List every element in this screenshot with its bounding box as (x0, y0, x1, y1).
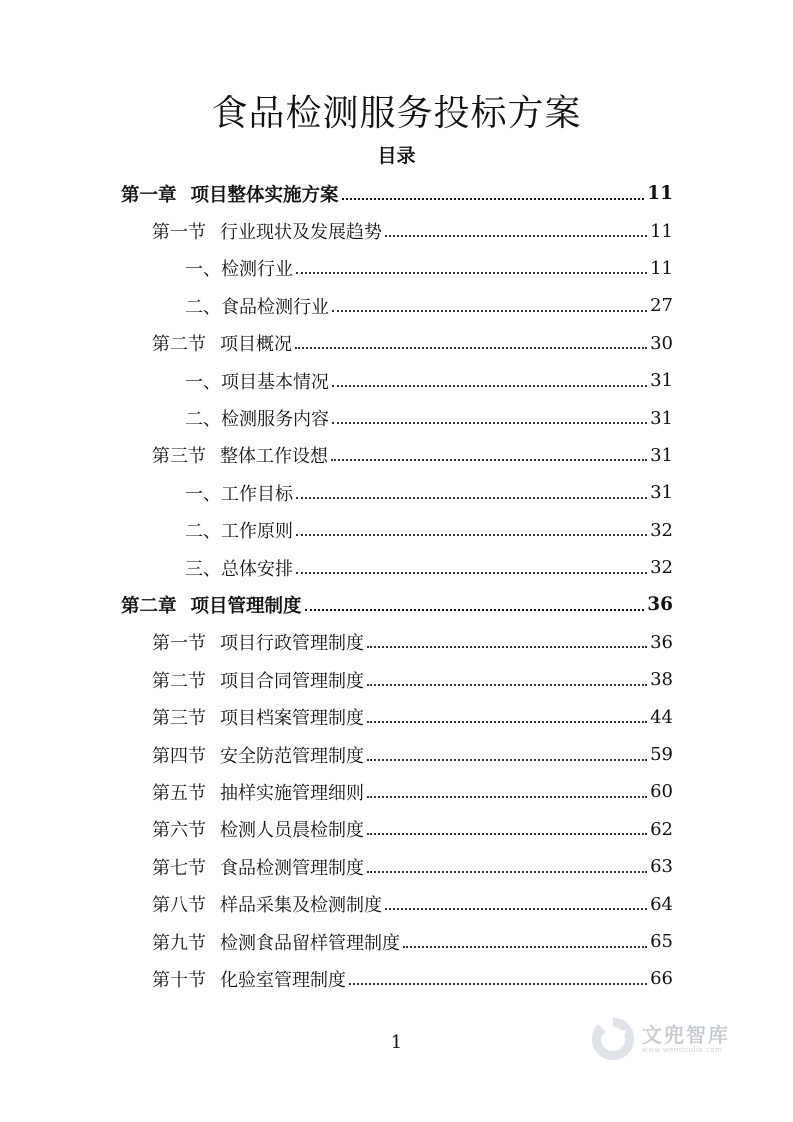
toc-entry-number: 第二节 (152, 334, 206, 356)
toc-entry-text: 项目概况 (220, 334, 292, 356)
toc-entry-number: 第八节 (152, 895, 206, 917)
toc-entry-number: 二、 (185, 521, 221, 543)
toc-entry-number: 第三节 (152, 446, 206, 468)
toc-entry-title (185, 517, 293, 543)
toc-entry-page: 38 (650, 669, 673, 691)
toc-entry-page: 59 (650, 744, 673, 766)
toc-entry-page: 11 (647, 183, 673, 205)
toc-entry-title (121, 592, 302, 618)
toc-entry-number: 第一节 (152, 633, 206, 655)
toc-entry-page: 66 (650, 968, 673, 990)
toc-entry-title (152, 929, 400, 955)
toc-entry-page: 36 (650, 631, 673, 653)
toc-entry[interactable] (0, 512, 793, 549)
toc-entry[interactable] (0, 811, 793, 848)
toc-entry-page: 63 (650, 856, 673, 878)
toc-entry-number: 二、 (185, 296, 221, 318)
toc-entry[interactable] (0, 212, 793, 249)
dot-leader (342, 198, 645, 200)
dot-leader (349, 983, 647, 985)
toc-entry-title (185, 480, 293, 506)
toc-entry[interactable] (0, 661, 793, 698)
toc-entry-text: 项目合同管理制度 (220, 670, 364, 692)
toc-entry-title (152, 966, 346, 992)
toc-entry[interactable] (0, 362, 793, 399)
watermark (588, 1014, 730, 1064)
toc-entry-number: 一、 (185, 371, 221, 393)
toc-entry-number: 第六节 (152, 820, 206, 842)
dot-leader (305, 609, 645, 611)
toc-entry-text: 检测行业 (221, 259, 293, 281)
dot-leader (332, 385, 647, 387)
toc-entry-title (121, 181, 339, 207)
toc-entry-page: 27 (650, 295, 673, 317)
toc-entry[interactable] (0, 923, 793, 960)
toc-entry-page: 36 (647, 594, 673, 616)
dot-leader (296, 272, 647, 274)
toc-entry-text: 项目行政管理制度 (220, 633, 364, 655)
toc-entry-text: 食品检测管理制度 (220, 857, 364, 879)
toc-entry[interactable] (0, 549, 793, 586)
dot-leader (367, 721, 647, 723)
toc-entry-title (152, 218, 382, 244)
toc-entry-number: 第三节 (152, 708, 206, 730)
toc-entry-title (185, 293, 329, 319)
toc-entry-text: 工作目标 (221, 483, 293, 505)
toc-entry[interactable] (0, 175, 793, 212)
dot-leader (296, 534, 647, 536)
toc-entry-page: 31 (650, 444, 673, 466)
toc-entry[interactable] (0, 586, 793, 623)
toc-entry-page: 65 (650, 931, 673, 952)
toc-entry-text: 检测食品留样管理制度 (220, 932, 400, 954)
dot-leader (385, 235, 647, 237)
toc-entry[interactable] (0, 698, 793, 735)
toc-entry-title (185, 405, 329, 431)
toc-entry-number: 一、 (185, 483, 221, 505)
toc-entry-text: 项目管理制度 (190, 595, 302, 617)
toc-entry-page: 32 (650, 519, 673, 541)
toc-entry-title (152, 854, 364, 880)
toc-entry-title (152, 779, 364, 805)
toc-entry-number: 第五节 (152, 782, 206, 804)
toc-entry-text: 项目档案管理制度 (220, 708, 364, 730)
toc-entry[interactable] (0, 325, 793, 362)
table-of-contents (0, 175, 793, 998)
toc-entry-title (152, 891, 382, 917)
toc-entry-title (152, 704, 364, 730)
toc-entry-page: 64 (650, 893, 673, 915)
logo-icon (588, 1014, 638, 1064)
toc-entry[interactable] (0, 848, 793, 885)
toc-entry-title (152, 330, 292, 356)
dot-leader (367, 759, 647, 761)
toc-entry-page: 31 (650, 482, 673, 504)
toc-entry-page: 11 (650, 257, 673, 279)
toc-entry-text: 检测服务内容 (221, 409, 329, 431)
toc-entry-text: 项目整体实施方案 (190, 184, 339, 206)
toc-entry-page: 31 (650, 407, 673, 429)
toc-entry[interactable] (0, 399, 793, 436)
toc-entry[interactable] (0, 736, 793, 773)
toc-entry-text: 整体工作设想 (220, 446, 328, 468)
toc-entry-number: 第一章 (121, 184, 177, 206)
dot-leader (332, 422, 647, 424)
toc-entry-title (185, 368, 329, 394)
toc-entry-title (152, 442, 328, 468)
dot-leader (296, 572, 647, 574)
toc-entry-number: 第七节 (152, 857, 206, 879)
watermark-url: www.wendoulib.com (642, 1046, 723, 1054)
toc-entry-text: 检测人员晨检制度 (220, 820, 364, 842)
toc-entry-text: 行业现状及发展趋势 (220, 222, 382, 244)
toc-entry-text: 食品检测行业 (221, 296, 329, 318)
toc-entry-number: 第一节 (152, 222, 206, 244)
document-title: 食品检测服务投标方案 (211, 93, 582, 134)
toc-entry-page: 30 (650, 332, 673, 354)
toc-entry-title (152, 742, 364, 768)
toc-entry-text: 抽样实施管理细则 (220, 782, 364, 804)
toc-entry-page: 44 (650, 706, 673, 728)
toc-entry-text: 化验室管理制度 (220, 969, 346, 991)
toc-entry[interactable] (0, 624, 793, 661)
toc-entry-number: 第二节 (152, 670, 206, 692)
toc-entry[interactable] (0, 437, 793, 474)
toc-entry-page: 32 (650, 557, 673, 579)
toc-entry-title (185, 555, 293, 581)
toc-entry-number: 第四节 (152, 745, 206, 767)
toc-entry-page: 60 (650, 781, 673, 803)
toc-entry-text: 总体安排 (221, 558, 293, 580)
dot-leader (296, 497, 647, 499)
toc-entry[interactable] (0, 474, 793, 511)
dot-leader (367, 833, 647, 835)
page-number: 1 (390, 1032, 403, 1053)
toc-entry-number: 第九节 (152, 932, 206, 954)
toc-entry[interactable] (0, 885, 793, 922)
toc-entry-page: 31 (650, 370, 673, 392)
toc-heading: 目录 (377, 145, 416, 167)
toc-entry-number: 一、 (185, 259, 221, 281)
toc-entry-text: 项目基本情况 (221, 371, 329, 393)
toc-entry[interactable] (0, 287, 793, 324)
toc-entry-number: 第二章 (121, 595, 177, 617)
dot-leader (367, 684, 647, 686)
toc-entry-text: 安全防范管理制度 (220, 745, 364, 767)
dot-leader (367, 796, 647, 798)
toc-entry[interactable] (0, 773, 793, 810)
toc-entry-title (152, 816, 364, 842)
dot-leader (403, 946, 647, 948)
watermark-name: 文兜智库 (642, 1023, 730, 1047)
toc-entry-title (152, 629, 364, 655)
dot-leader (367, 871, 647, 873)
dot-leader (385, 908, 647, 910)
toc-entry-title (152, 667, 364, 693)
dot-leader (331, 459, 647, 461)
toc-entry-page: 11 (650, 220, 673, 242)
toc-entry-page: 62 (650, 818, 673, 840)
dot-leader (332, 310, 647, 312)
toc-entry-number: 三、 (185, 558, 221, 580)
toc-entry[interactable] (0, 960, 793, 997)
toc-entry[interactable] (0, 250, 793, 287)
toc-entry-text: 工作原则 (221, 521, 293, 543)
toc-entry-number: 第十节 (152, 969, 206, 991)
dot-leader (367, 646, 647, 648)
toc-entry-number: 二、 (185, 409, 221, 431)
toc-entry-text: 样品采集及检测制度 (220, 895, 382, 917)
toc-entry-title (185, 255, 293, 281)
dot-leader (295, 347, 647, 349)
